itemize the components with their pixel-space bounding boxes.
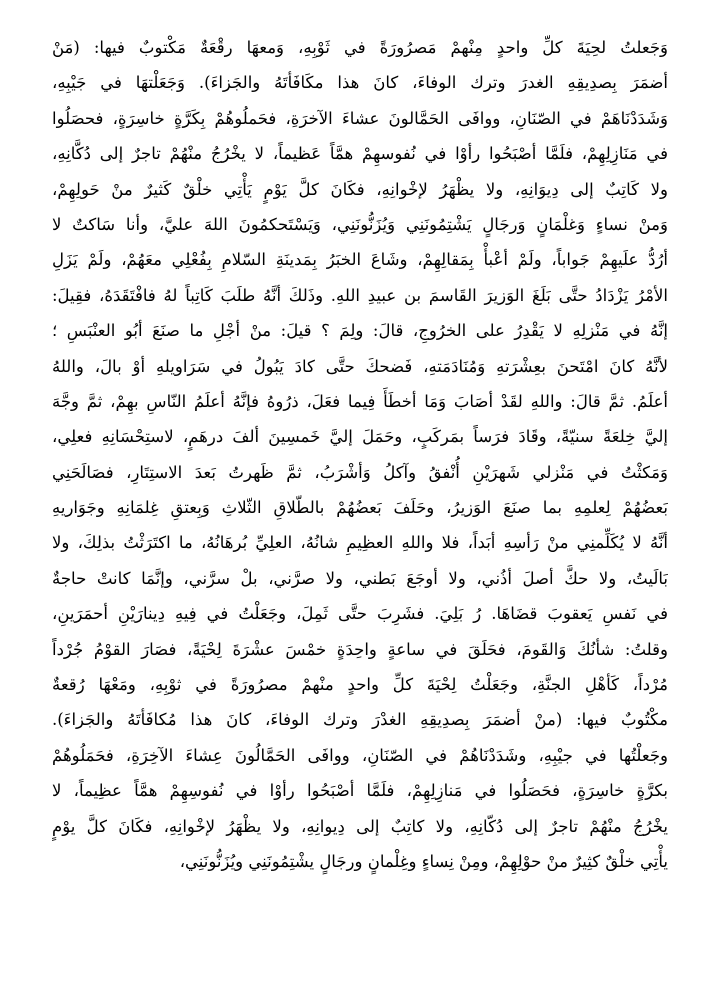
text-line: وَجَعلتُ لحِيَةَ كلِّ واحدٍ مِنْهمْ مَصرُورَةً في ثَوْبِهِ، وَمعهَا رقْعَةٌ مَكْتوبٌ فيها: (مَنْ — [52, 38, 668, 57]
text-line: في مَنَازِلِهِمْ، فلَمَّا أصْبَحُوا رأوْا في نُفوسهِمْ همَّاً عَظيماً، لا يخْرُجُ منْهُمْ تاجرٌ إلى دُكَّانِهِ، — [52, 144, 668, 164]
text-line: وجَعلْتُها في جيْبِهِ، وشَدَدْنَاهُمْ في الصّنَانِ، ووافَى الحَمَّالُونَ عِشاءَ الآخِرَةِ، فحَمَلُوهُمْ — [52, 745, 668, 765]
text-line: أعلَمُ. ثمَّ قالَ: واللهِ لقَدْ أصَابَ وَمَا أخطَأَ فِيما فعَلَ، ذرُوهُ فإنَّهُ أعلَمُ النّاسِ بهِمْ، ثمَّ وجَّهَ — [52, 391, 668, 411]
text-line: بكرَّةٍ خاسِرَةٍ، فحَصَلُوا في مَنازِلِهِمْ، فلَمَّا أصْبَحُوا رأوْا في نُفوسِهِمْ همَّاً عظِيماً، لا — [52, 781, 668, 801]
text-line: الأمْرُ يَزْدَادُ حتَّى بَلَغَ الوَزيرَ القَاسمَ بن عبيدِ اللهِ. وذَلكَ أنَّهُ طلَبَ كَاتِباً لهُ فافْتَقَدَهُ، فقِيلَ: — [52, 285, 668, 305]
text-line: أرُدُّ علَيهِمْ جَواباً، ولَمْ أعْبأْ بِمَقالِهِمْ، وشَاعَ الخبَرُ بِمَدينَةِ السّلامِ بِفُعْلِي معَهُمْ، ولَمْ يَزَلِ — [52, 250, 668, 270]
text-line: أضمَرَ بِصدِيقِهِ الغدرَ وترك الوفاءَ، كانَ هذا مكَافَأتَهُ والجَزاءَ). وَجَعَلْتهَا في جَيْبِهِ، — [52, 73, 668, 93]
text-line: ولا كَاتِبٌ إلى دِيوَانِهِ، ولا يظْهَرُ لإخْوانِهِ، فكَانَ كلَّ يَوْمٍ يَأْتِي خلْقٌ كَثيرٌ منْ حَولِهِمْ، — [52, 179, 668, 199]
text-line: بَالَيتُ، ولا حكَّ أصلَ أذُني، ولا أوجَعَ بَطني، ولا صرَّني، بلْ سرَّني، وإنَّمَا كانتْ حاجةٌ — [52, 568, 668, 588]
text-line: يخْرُجُ منْهُمْ تاجرٌ إلى دُكّانِهِ، ولا كاتِبٌ إلى دِيوانِهِ، ولا يظْهَرُ لإخْوانِهِ، فكَانَ كلَّ يوْمٍ — [52, 816, 668, 836]
text-line: وَمَكثْتُ في مَنْزلي شَهرَيْنِ أُنْفقُ وآكلُ وَأشْرَبُ، ثمَّ ظَهرتُ بَعدَ الاستِتَارِ، فصَالَحَنِي — [52, 462, 668, 482]
text-line: إنَّهُ في مَنْزلِهِ لا يَقْدِرُ على الخرُوجِ، قالَ: ولِمَ ؟ قيلَ: منْ أجْلِ ما صنَعَ أبُو العنْبَسِ ؛ — [52, 321, 668, 341]
text-line: إليَّ خِلعَةً سنيّةً، وقَادَ فرَساً بمَركَبٍ، وحَمَلَ إليَّ خَمسِينَ ألفَ درهَمٍ، لاستِحْسَانِهِ فعلِي، — [52, 427, 668, 447]
text-line: وقلتُ: شأنُكَ وَالقَومَ، فحَلَقَ في ساعةٍ واحِدَةٍ خمْسَ عشْرَةَ لِحْيَةً، فصَارَ القوْمُ جُرْداً — [52, 639, 668, 659]
text-line: أنَّهُ لا يُكَلِّمنِي منْ رَأسِهِ أبَداً، فلا واللهِ العظِيمِ شانُهُ، العلِيِّ بُرهَانُهُ، ما اكتَرَثْتُ بذلِكَ، ولا — [52, 533, 668, 553]
text-line: وَمنْ نساءٍ وَغلْمَانٍ وَرجَالٍ يَشْتِمُونَنِي وَيُزَنُّونَنِي، وَيَسْتَحكمُونَ اللهَ عليَّ، وأنا سَاكتٌ لا — [52, 214, 668, 234]
document-page — [52, 30, 668, 879]
text-line: مكْتُوبٌ فيها: (منْ أضمَرَ بِصدِيقِهِ الغدْرَ وترك الوفاءَ، كانَ هذا مُكافَأتَهُ والجَزاءَ). — [52, 710, 668, 730]
text-line: وَشَدَدْنَاهَمْ في الصّنَانِ، ووافَى الحَمَّالونَ عشاءَ الآخرَةِ، فحَملُوهُمْ بِكَرَّةٍ خاسِرَةٍ، فحصَلُوا — [52, 108, 668, 128]
text-line: مُرْداً، كَأهْلِ الجنَّةِ، وجَعَلْتُ لِحْيَةَ كلِّ واحدٍ منْهمْ مصرُورَةً في ثوْبِهِ، ومَعْهَا رُقعةٌ — [52, 675, 668, 695]
text-line: لأنَّهُ كانَ امْتَحنَ بعِشْرَتهِ وَمُنَادَمَتهِ، فَضحكَ حتَّى كادَ يَبُولُ في سَرَاويلهِ أوْ بالَ، واللهُ — [52, 356, 668, 376]
text-line: بَعضُهُمْ لِعلمِهِ بما صنَعَ الوَزيرُ، وحَلَفَ بَعضُهُمْ بالطّلاقِ الثّلاثِ وَبِعتقِ غِلمَانِهِ وجَوَاريهِ — [52, 498, 668, 518]
text-line: في نَفسِ يَعقوبَ قضَاهَا. رُ بَلِيَ. فشَرِبَ حتَّى ثَمِلَ، وجَعَلْتُ في فِيهِ دِينارَيْنِ أحمَرَينِ، — [52, 604, 668, 624]
text-line: يأْتِي خلْقٌ كثِيرٌ منْ حوْلِهِمْ، ومِنْ نِساءٍ وغِلْمانٍ ورجَالٍ يشْتِمُونَنِي ويُزَنُّونَنِي، — [179, 851, 668, 871]
